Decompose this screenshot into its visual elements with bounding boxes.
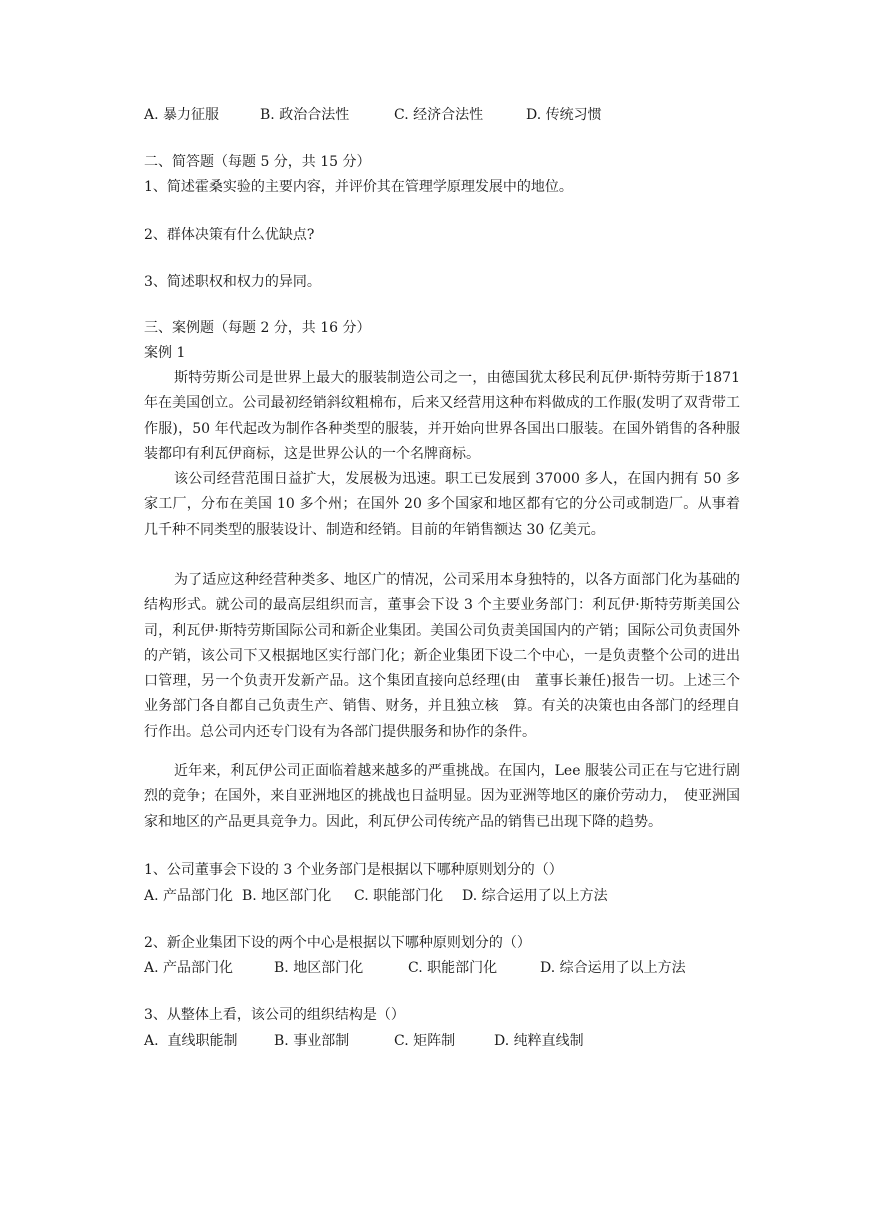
case-paragraph-2: 该公司经营范围日益扩大，发展极为迅速。职工已发展到 37000 多人，在国内拥有 50 多家工厂，分布在美国 10 多个州；在国外 20 多个国家和地区都有它的分公司或制造厂。从事着几千种不同类型的服装设计、制造和经销。目前的年销售额达 30 亿美元。 — [144, 471, 740, 538]
case-question-1-options — [144, 887, 764, 905]
option-c: C. 职能部门化 — [354, 888, 444, 904]
option-a: A. 暴力征服 — [144, 107, 220, 123]
section2-question-3: 3、简述职权和权力的异同。 — [144, 274, 321, 290]
case-question-2-options — [144, 959, 764, 977]
option-a: A. 产品部门化 — [144, 960, 234, 976]
option-d: D. 纯粹直线制 — [494, 1033, 584, 1049]
prev-question-options — [144, 106, 764, 124]
case-label: 案例 1 — [144, 345, 186, 361]
option-d: D. 综合运用了以上方法 — [540, 960, 686, 976]
case-question-2: 2、新企业集团下设的两个中心是根据以下哪种原则划分的（） — [144, 935, 531, 951]
case-question-3: 3、从整体上看，该公司的组织结构是（） — [144, 1007, 405, 1023]
option-a: A. 直线职能制 — [144, 1033, 238, 1049]
option-a: A. 产品部门化 — [144, 888, 234, 904]
option-d: D. 综合运用了以上方法 — [462, 888, 608, 904]
option-c: C. 经济合法性 — [394, 107, 484, 123]
case-paragraph-4: 近年来，利瓦伊公司正面临着越来越多的严重挑战。在国内，Lee 服装公司正在与它进行剧烈的竞争；在国外，来自亚洲地区的挑战也日益明显。因为亚洲等地区的廉价劳动力， 使亚洲国家和地区的产品更具竞争力。因此，利瓦伊公司传统产品的销售已出现下降的趋势。 — [144, 763, 740, 830]
option-b: B. 政治合法性 — [260, 107, 350, 123]
case-question-1: 1、公司董事会下设的 3 个业务部门是根据以下哪种原则划分的（） — [144, 862, 563, 878]
option-b: B. 地区部门化 — [242, 888, 332, 904]
section2-question-2: 2、群体决策有什么优缺点? — [144, 227, 315, 243]
option-c: C. 矩阵制 — [394, 1033, 456, 1049]
section2-question-1: 1、简述霍桑实验的主要内容，并评价其在管理学原理发展中的地位。 — [144, 179, 573, 195]
option-b: B. 地区部门化 — [274, 960, 364, 976]
case-paragraph-1: 斯特劳斯公司是世界上最大的服装制造公司之一，由德国犹太移民利瓦伊·斯特劳斯于1871 年在美国创立。公司最初经销斜纹粗棉布，后来又经营用这种布料做成的工作服(发明了双背带工作服)，50 年代起改为制作各种类型的服装，并开始向世界各国出口服装。在国外销售的各种服装都印有利瓦伊商标，这是世界公认的一个名牌商标。 — [144, 370, 740, 462]
option-d: D. 传统习惯 — [526, 107, 602, 123]
section2-heading: 二、简答题（每题 5 分，共 15 分） — [144, 154, 371, 170]
case-paragraph-3: 为了适应这种经营种类多、地区广的情况，公司采用本身独特的，以各方面部门化为基础的结构形式。就公司的最高层组织而言，董事会下设 3 个主要业务部门：利瓦伊·斯特劳斯美国公司，利瓦伊·斯特劳斯国际公司和新企业集团。美国公司负责美国国内的产销；国际公司负责国外的产销，该公司下又根据地区实行部门化；新企业集团下设二个中心，一是负责整个公司的进出口管理，另一个负责开发新产品。这个集团直接向总经理(由 董事长兼任)报告一切。上述三个业务部门各自都自己负责生产、销售、财务，并且独立核 算。有关的决策也由各部门的经理自行作出。总公司内还专门设有为各部门提供服务和协作的条件。 — [144, 572, 740, 740]
case-question-3-options — [144, 1032, 764, 1050]
option-b: B. 事业部制 — [274, 1033, 350, 1049]
option-c: C. 职能部门化 — [408, 960, 498, 976]
section3-heading: 三、案例题（每题 2 分，共 16 分） — [144, 320, 371, 336]
